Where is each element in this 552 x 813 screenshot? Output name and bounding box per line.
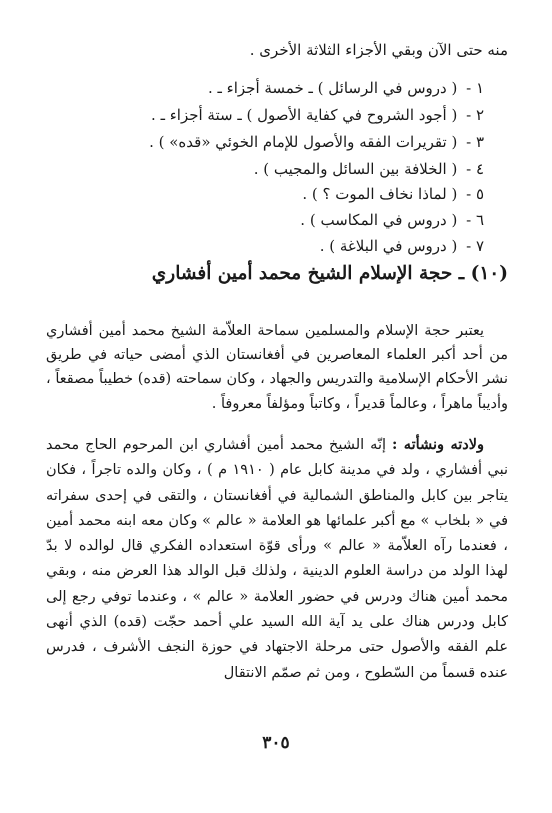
intro-line: منه حتى الآن وبقي الأجزاء الثلاثة الأخرى .: [249, 41, 508, 59]
book-number: ٣ -: [466, 133, 484, 151]
book-title: ( دروس في المكاسب ) .: [300, 211, 458, 229]
paragraph-body: إنّه الشيخ محمد أمين أفشاري ابن المرحوم الحاج محمد نبي أفشاري ، ولد في مدينة كابل عام ( ١٩١٠ م ) ، وكان والده تاجراً ، فكان يتاجر بين كابل والمناطق الشمالية في أفغانستان ، والتقى في إحدى سفراته في « بلخاب » مع أكبر علمائها هو العلامة « عالم » وكان معه ابنه محمد أمين ، فعندما رآه العلاّمة « عالم » ورأى قوّة استعداده الفكري قال لوالده لا بدّ لهذا الولد من دراسة العلوم الدينية ، ولذلك قبل الوالد هذا العرض منه ، وبقي محمد أمين هناك ودرس في حضور العلامة « عالم » ، وعندما توفي رجع إلى كابل ودرس هناك على يد آية الله السيد علي أحمد حجّت (قده) الذي أنهى علم الفقه والأصول حتى مرحلة الاجتهاد في حوزة النجف الأشرف ، فدرس عنده قسماً من السّطوح ، ومن ثم صمّم الانتقال: [46, 437, 508, 681]
book-title: ( دروس في البلاغة ) .: [319, 237, 458, 255]
section-heading: (١٠) ـ حجة الإسلام الشيخ محمد أمين أفشاري: [151, 263, 508, 284]
book-number: ٥ -: [466, 185, 484, 203]
book-number: ٦ -: [466, 211, 484, 229]
book-number: ٤ -: [466, 160, 484, 178]
book-item: [320, 236, 484, 256]
book-title: ( الخلافة بين السائل والمجيب ) .: [253, 160, 458, 178]
book-item: [208, 78, 484, 98]
book-title: ( أجود الشروح في كفاية الأصول ) ـ ستة أجزاء ـ .: [151, 106, 458, 124]
book-title: ( دروس في الرسائل ) ـ خمسة أجزاء ـ .: [207, 79, 458, 97]
book-item: [149, 132, 484, 152]
book-title: ( تقريرات الفقه والأصول للإمام الخوئي «قده» ) .: [149, 133, 458, 151]
book-number: ١ -: [466, 79, 484, 97]
page-number: ٣٠٥: [262, 733, 290, 753]
birth-paragraph: [46, 432, 508, 686]
book-number: ٢ -: [466, 106, 484, 124]
biography-paragraph: يعتبر حجة الإسلام والمسلمين سماحة العلاّمة الشيخ محمد أمين أفشاري من أحد أكبر العلماء المعاصرين في أفغانستان الذي أمضى حياته في طريق نشر الأحكام الإسلامية والتدريس والجهاد ، وكان سماحته (قده) خطيباً مصقعاً ، وأديباً ماهراً ، وعالماً قديراً ، وكاتباً ومؤلفاً معروفاً .: [46, 323, 508, 412]
book-title: ( لماذا نخاف الموت ؟ ) .: [302, 185, 458, 203]
book-item: [302, 184, 484, 204]
paragraph-lead: ولادته ونشأته :: [392, 436, 484, 453]
book-item: [300, 210, 484, 230]
book-item: [151, 105, 484, 125]
book-item: [254, 159, 484, 179]
book-number: ٧ -: [466, 237, 484, 255]
